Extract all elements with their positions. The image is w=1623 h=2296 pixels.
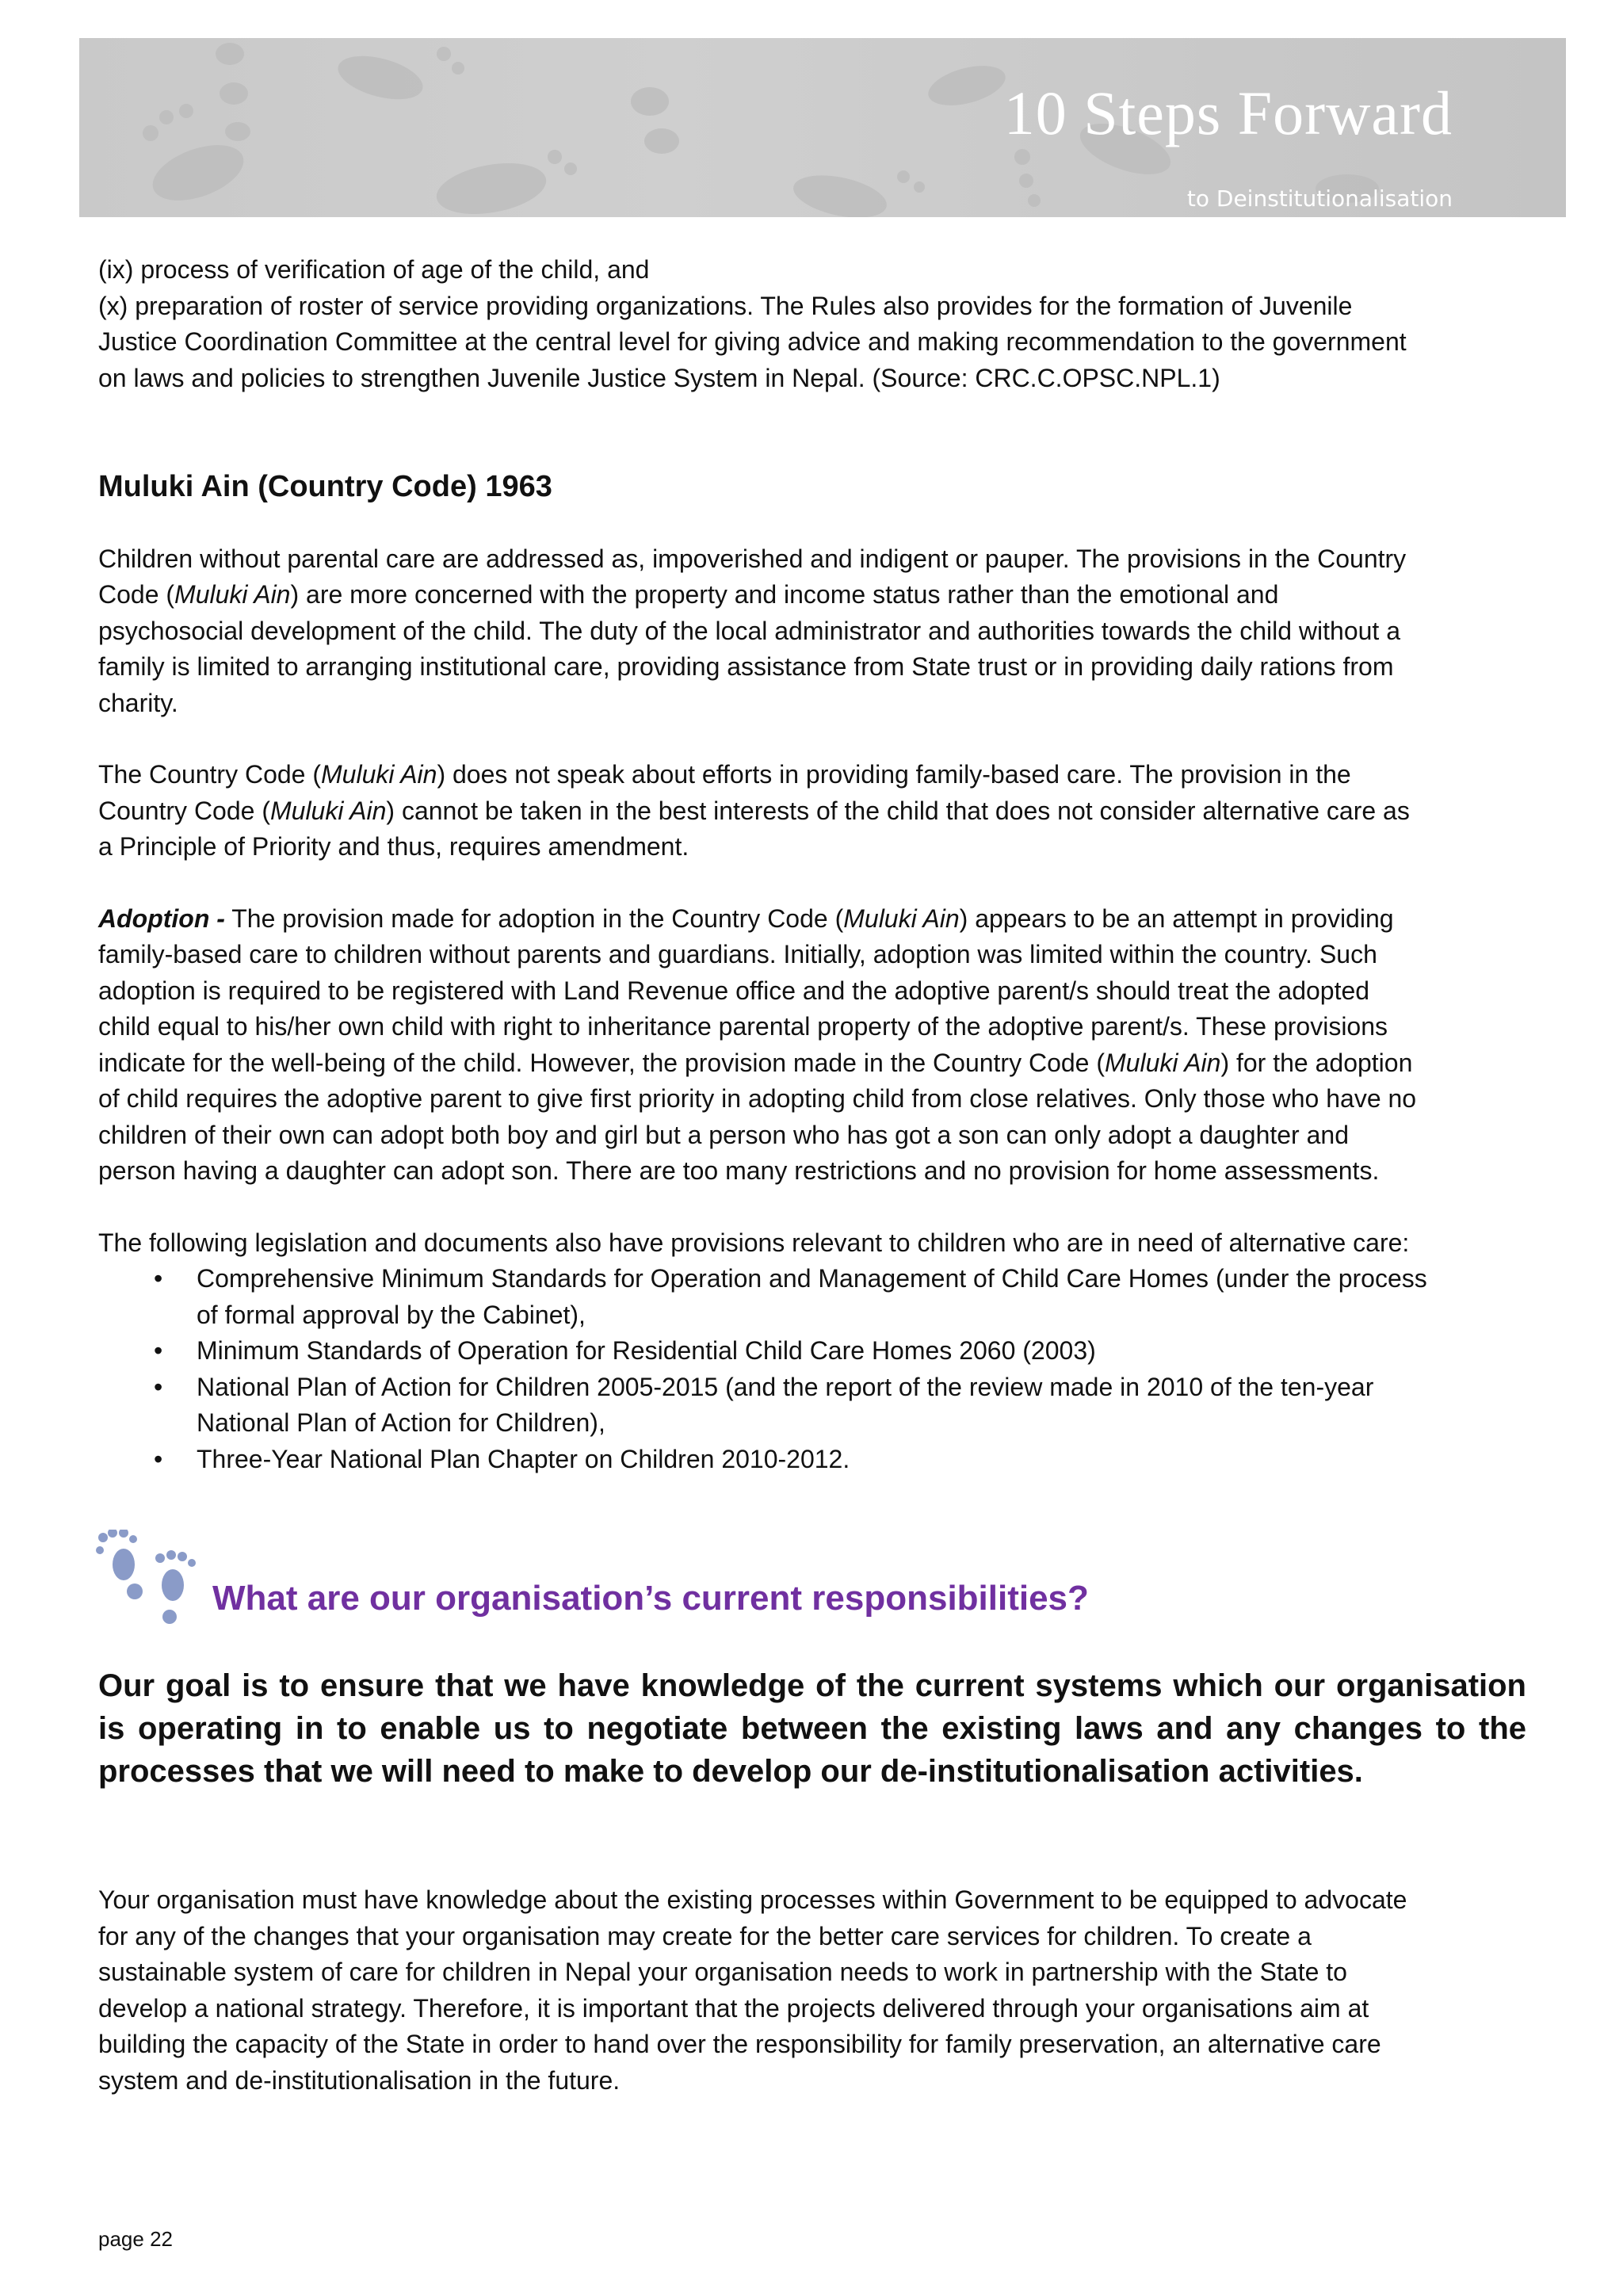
list-item: • Comprehensive Minimum Standards for Operation and Management of Child Care Homes (under the process of formal approval by the Cabinet), [98, 1261, 1526, 1333]
paragraph-knowledge [98, 1882, 1526, 2099]
text-line: Children without parental care are addressed as, impoverished and indigent or pauper. The provisions in the Country [98, 544, 1407, 573]
text-line: child equal to his/her own child with right to inheritance parental property of the adoptive parent/s. These provisions [98, 1012, 1388, 1041]
text-line: psychosocial development of the child. The duty of the local administrator and authorities towards the child without a [98, 616, 1400, 645]
paragraph-children-care [98, 541, 1526, 722]
text-line: children of their own can adopt both boy and girl but a person who has got a son can only adopt a daughter and [98, 1120, 1349, 1149]
list-item: • Three-Year National Plan Chapter on Children 2010-2012. [98, 1442, 1526, 1478]
text-line: Adoption - The provision made for adoption in the Country Code (Muluki Ain) appears to be an attempt in providing [98, 904, 1394, 933]
text-line: a Principle of Priority and thus, requires amendment. [98, 832, 689, 861]
text-line: develop a national strategy. Therefore, it is important that the projects delivered through your organisations aim at [98, 1993, 1369, 2023]
text-line: family is limited to arranging institutional care, providing assistance from State trust or in providing daily rations from [98, 652, 1394, 681]
list-item: • Minimum Standards of Operation for Residential Child Care Homes 2060 (2003) [98, 1333, 1526, 1370]
text-line: adoption is required to be registered with Land Revenue office and the adoptive parent/s should treat the adopted [98, 976, 1370, 1005]
text-line: for any of the changes that your organisation may create for the better care services for children. To create a [98, 1921, 1312, 1950]
text-line: Your organisation must have knowledge about the existing processes within Government to be equipped to advocate [98, 1885, 1407, 1914]
list-item: • National Plan of Action for Children 2005-2015 (and the report of the review made in 2010 of the ten-year National Plan of Action for Children), [98, 1370, 1526, 1442]
section-title: What are our organisation’s current responsibilities? [212, 1579, 1089, 1618]
text-line: of child requires the adoptive parent to give first priority in adopting child from close relatives. Only those who have no [98, 1084, 1417, 1113]
header-banner [79, 38, 1566, 217]
text-line: The following legislation and documents also have provisions relevant to children who are in need of alternative care: [98, 1228, 1410, 1257]
text-line: charity. [98, 688, 178, 717]
text-line: Code (Muluki Ain) are more concerned with the property and income status rather than the emotional and [98, 580, 1279, 609]
intro-line: on laws and policies to strengthen Juvenile Justice System in Nepal. (Source: CRC.C.OPSC.NPL.1) [98, 363, 1220, 392]
banner-subtitle: to Deinstitutionalisation [1186, 185, 1453, 212]
paragraph-adoption [98, 901, 1526, 1190]
text-line: person having a daughter can adopt son. There are too many restrictions and no provision for home assessments. [98, 1156, 1380, 1185]
paragraph-legislation [98, 1225, 1526, 1478]
text-line: The Country Code (Muluki Ain) does not speak about efforts in providing family-based care. The provision in the [98, 760, 1351, 789]
bullet-icon: • [154, 1264, 163, 1293]
bullet-icon: • [154, 1372, 163, 1401]
legislation-list [98, 1261, 1526, 1477]
intro-line: (x) preparation of roster of service providing organizations. The Rules also provides for the formation of Juvenile [98, 291, 1353, 320]
page-number: page 22 [98, 2227, 173, 2251]
text-line: indicate for the well-being of the child. However, the provision made in the Country Code (Muluki Ain) for the adoption [98, 1048, 1413, 1077]
footprints-icon [94, 1530, 204, 1625]
bullet-icon: • [154, 1336, 163, 1365]
intro-line: (ix) process of verification of age of the child, and [98, 255, 650, 284]
adoption-label: Adoption - [98, 904, 225, 933]
goal-statement: Our goal is to ensure that we have knowledge of the current systems which our organisation is operating in to enable us to negotiate between the existing laws and any changes to the processes that we will need to make to develop our de-institutionalisation activities. [98, 1668, 1526, 1789]
text-line: sustainable system of care for children in Nepal your organisation needs to work in partnership with the State to [98, 1958, 1347, 1986]
text-line: family-based care to children without parents and guardians. Initially, adoption was limited within the country. Such [98, 940, 1377, 968]
bullet-icon: • [154, 1444, 163, 1473]
main-content [98, 252, 1526, 1477]
text-line: system and de-institutionalisation in the future. [98, 2065, 621, 2095]
section-heading: Muluki Ain (Country Code) 1963 [98, 470, 552, 503]
intro-line: Justice Coordination Committee at the central level for giving advice and making recommendation to the government [98, 327, 1407, 356]
text-line: building the capacity of the State in order to hand over the responsibility for family preservation, an alternative care [98, 2030, 1381, 2058]
paragraph-family-care [98, 757, 1526, 865]
banner-title: 10 Steps Forward [1003, 78, 1453, 147]
text-line: Country Code (Muluki Ain) cannot be taken in the best interests of the child that does not consider alternative care as [98, 796, 1410, 825]
